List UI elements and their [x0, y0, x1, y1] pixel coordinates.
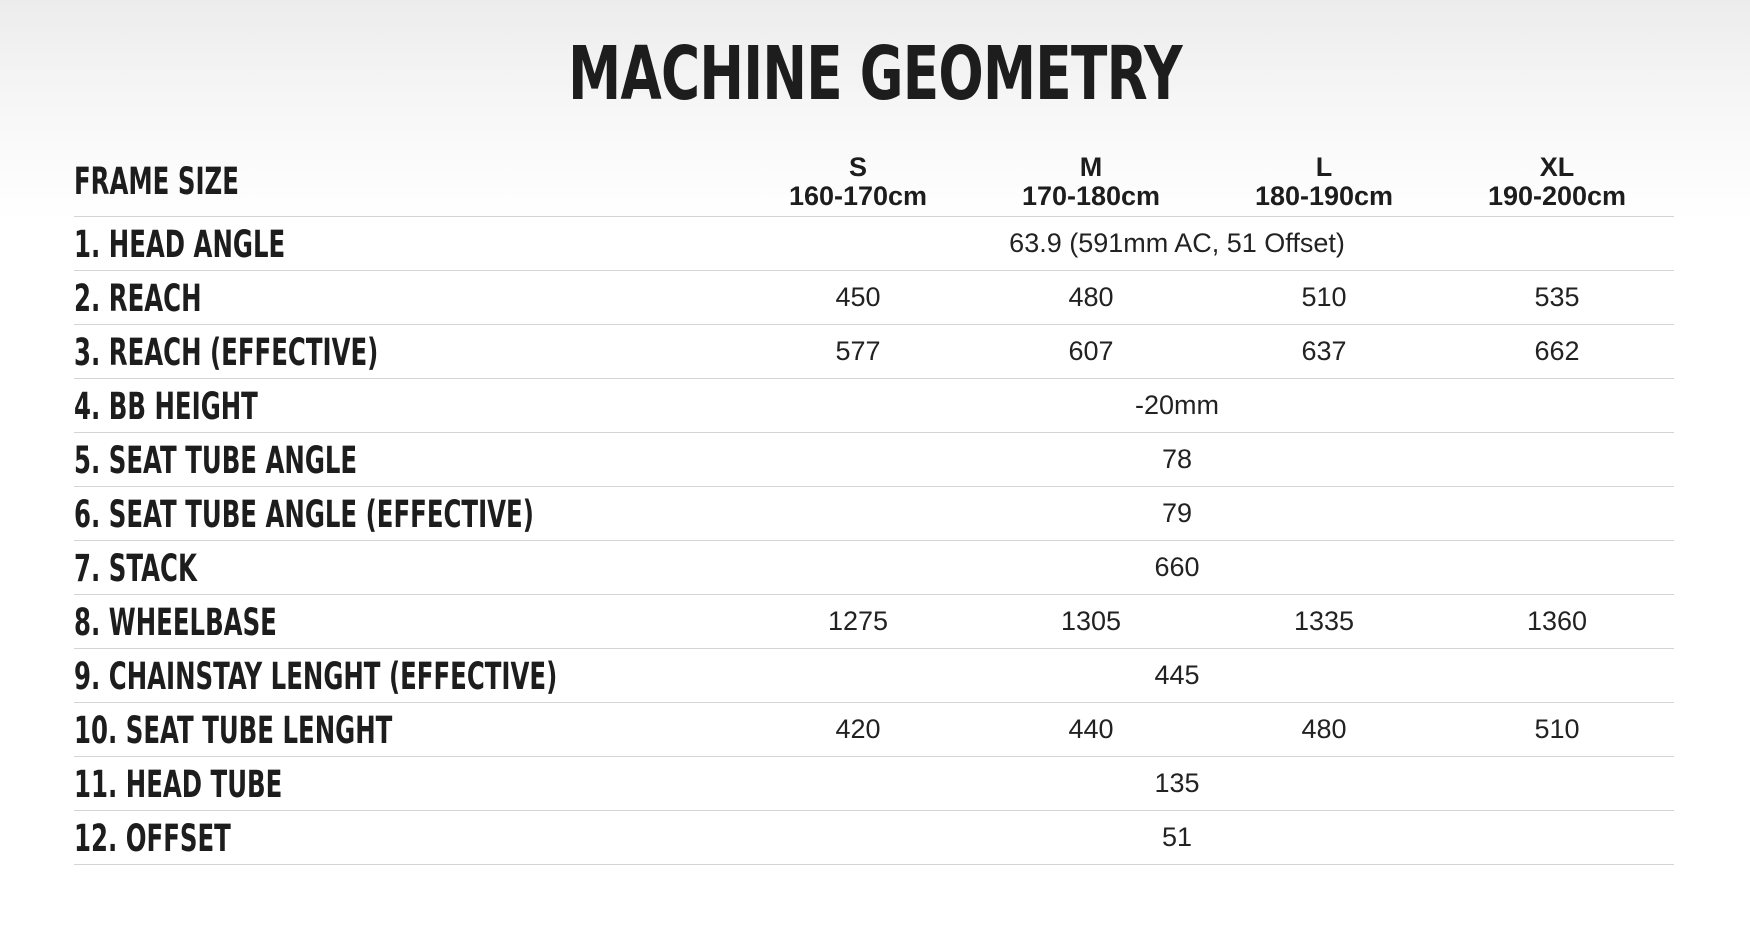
row-value: 510: [1301, 282, 1347, 312]
table-row: [74, 649, 1674, 703]
row-value: 1305: [1060, 606, 1122, 636]
row-shared-value: 135: [1154, 768, 1200, 798]
row-label: 10. SEAT TUBE LENGHT: [74, 709, 393, 752]
size-column-m: [971, 153, 1211, 211]
row-value: 450: [835, 282, 881, 312]
size-height: 170-180cm: [1021, 181, 1161, 211]
row-value: 480: [1301, 714, 1347, 744]
table-row: [74, 379, 1674, 433]
row-shared-value: -20mm: [1134, 390, 1219, 420]
row-value: 1275: [827, 606, 889, 636]
table-row: [74, 487, 1674, 541]
row-label: 1. HEAD ANGLE: [74, 223, 286, 266]
row-label: 5. SEAT TUBE ANGLE: [74, 439, 358, 482]
page-title: MACHINE GEOMETRY: [568, 31, 1182, 117]
row-value: 480: [1068, 282, 1114, 312]
table-row: [74, 217, 1674, 271]
row-value: 1335: [1293, 606, 1355, 636]
row-label: 11. HEAD TUBE: [74, 763, 283, 806]
table-header-row: [74, 140, 1674, 217]
row-value: 662: [1534, 336, 1580, 366]
size-column-s: [738, 153, 978, 211]
row-shared-value: 660: [1154, 552, 1200, 582]
table-row: [74, 811, 1674, 865]
row-value: 577: [835, 336, 881, 366]
row-label: 9. CHAINSTAY LENGHT (EFFECTIVE): [74, 655, 558, 698]
row-label: 12. OFFSET: [74, 817, 231, 860]
row-shared-value: 51: [1161, 822, 1193, 852]
row-shared-value: 63.9 (591mm AC, 51 Offset): [1009, 228, 1345, 258]
row-value: 420: [835, 714, 881, 744]
size-name: M: [1079, 152, 1103, 182]
row-label: 2. REACH: [74, 277, 202, 320]
size-name: XL: [1539, 152, 1575, 182]
row-label: 8. WHEELBASE: [74, 601, 277, 644]
table-row: [74, 325, 1674, 379]
row-label: 4. BB HEIGHT: [74, 385, 258, 428]
row-shared-value: 79: [1161, 498, 1193, 528]
size-name: L: [1315, 152, 1333, 182]
row-value: 1360: [1526, 606, 1588, 636]
table-row: [74, 271, 1674, 325]
row-value: 607: [1068, 336, 1114, 366]
row-label: 3. REACH (EFFECTIVE): [74, 331, 379, 374]
size-height: 160-170cm: [788, 181, 928, 211]
row-label: 7. STACK: [74, 547, 197, 590]
size-column-l: [1204, 153, 1444, 211]
row-value: 535: [1534, 282, 1580, 312]
size-height: 180-190cm: [1254, 181, 1394, 211]
size-name: S: [848, 152, 867, 182]
row-label: 6. SEAT TUBE ANGLE (EFFECTIVE): [74, 493, 534, 536]
size-column-xl: [1437, 153, 1677, 211]
row-shared-value: 445: [1154, 660, 1200, 690]
table-row: [74, 703, 1674, 757]
size-height: 190-200cm: [1487, 181, 1627, 211]
table-row: [74, 433, 1674, 487]
table-body: [74, 217, 1674, 865]
row-value: 510: [1534, 714, 1580, 744]
row-shared-value: 78: [1161, 444, 1193, 474]
table-row: [74, 757, 1674, 811]
row-value: 440: [1068, 714, 1114, 744]
frame-size-label: FRAME SIZE: [74, 160, 239, 203]
row-value: 637: [1301, 336, 1347, 366]
table-row: [74, 541, 1674, 595]
table-row: [74, 595, 1674, 649]
geometry-table: [74, 140, 1674, 865]
